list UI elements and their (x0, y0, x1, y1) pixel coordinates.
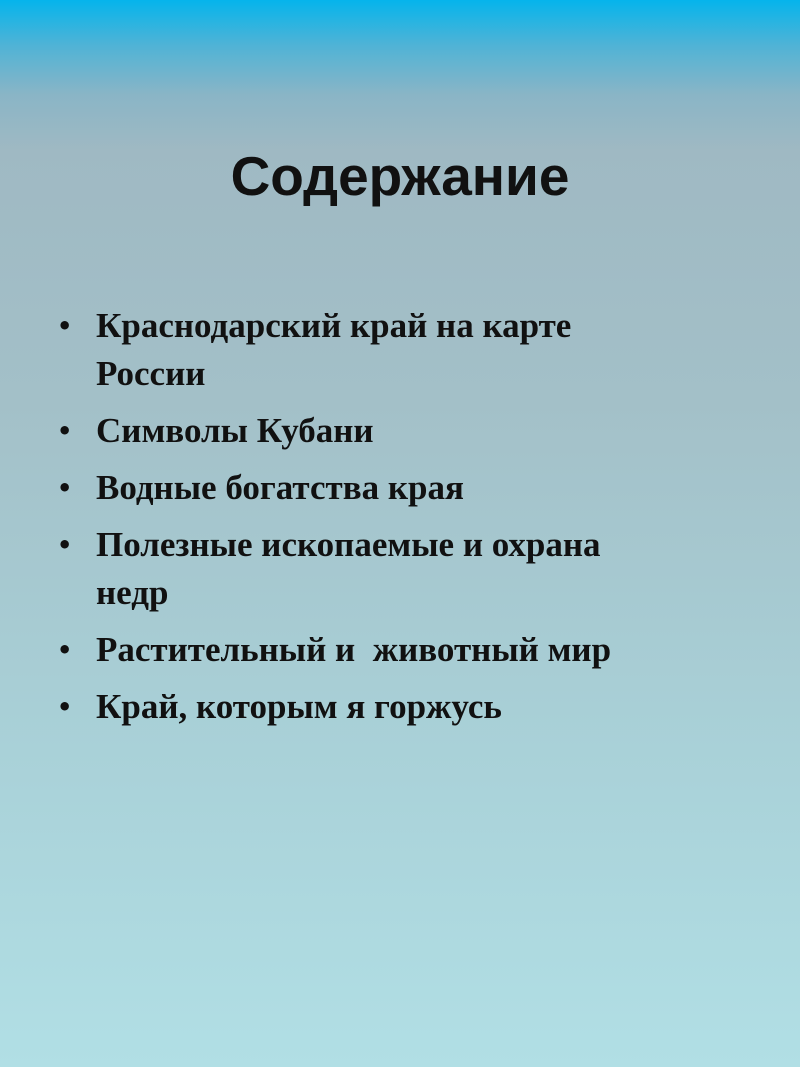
bullet-icon: • (57, 636, 73, 664)
list-item-text: Символы Кубани (96, 411, 374, 450)
list-item (52, 683, 772, 731)
list-item-text: Край, которым я горжусь (96, 687, 502, 726)
slide-title: Содержание (230, 145, 570, 207)
list-item-text: Растительный и животный мир (96, 630, 612, 669)
list-item (52, 302, 772, 398)
bullet-icon: • (57, 474, 73, 502)
bullet-icon: • (57, 417, 73, 445)
list-item (52, 407, 772, 455)
list-item (52, 464, 772, 512)
list-item-text: Полезные ископаемые и охрана недр (96, 525, 601, 612)
list-item (52, 626, 772, 674)
bullet-icon: • (57, 693, 73, 721)
bullet-icon: • (57, 312, 73, 340)
list-item-text: Краснодарский край на карте России (96, 306, 572, 393)
bullet-icon: • (57, 531, 73, 559)
list-item-text: Водные богатства края (96, 468, 464, 507)
list-item (52, 521, 772, 617)
contents-list (52, 302, 772, 740)
